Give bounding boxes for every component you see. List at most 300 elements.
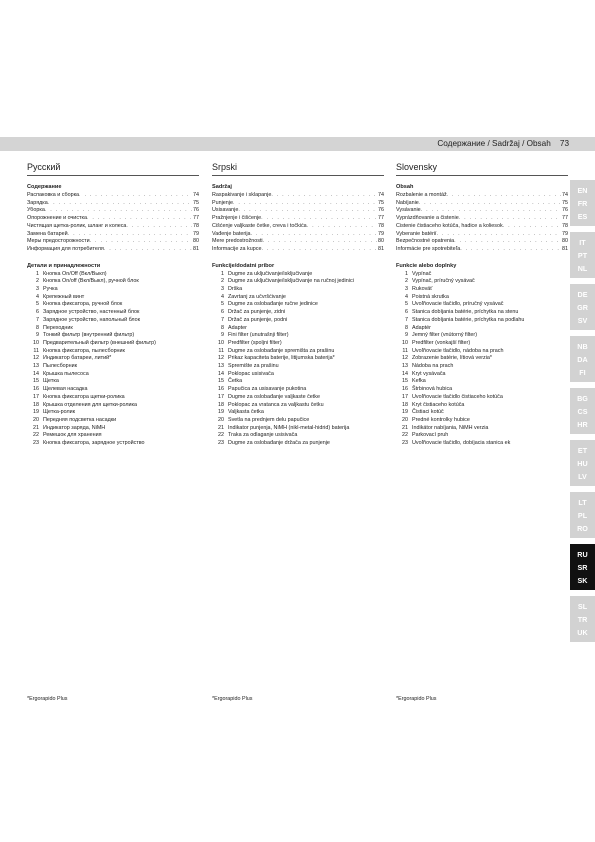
toc-entry-page: 80 xyxy=(193,238,199,245)
list-item xyxy=(27,409,199,417)
part-number: 7 xyxy=(221,316,224,323)
list-item xyxy=(396,440,568,448)
toc-entry-label: Bezpečnostné opatrenia xyxy=(396,238,455,245)
list-item xyxy=(27,286,199,294)
toc-entry-page: 78 xyxy=(562,222,568,229)
toc-entry[interactable] xyxy=(396,207,568,215)
part-number: 14 xyxy=(402,370,408,377)
list-item xyxy=(212,332,384,340)
part-label: Щетка-ролик xyxy=(43,409,76,416)
list-item xyxy=(27,309,199,317)
language-tab[interactable]: EN xyxy=(577,186,588,195)
part-label: Poistná skrutka xyxy=(412,293,449,300)
dot-leader xyxy=(68,231,192,239)
divider xyxy=(212,175,384,176)
parts-title: Funkcie alebo doplnky xyxy=(396,262,457,269)
part-label: Rukoväť xyxy=(412,286,433,293)
part-number: 20 xyxy=(33,416,39,423)
toc-entry-label: Vysávanie xyxy=(396,207,421,214)
part-number: 22 xyxy=(33,432,39,439)
toc-entry-page: 76 xyxy=(378,207,384,214)
part-number: 15 xyxy=(218,378,224,385)
language-tab[interactable]: FR xyxy=(577,199,588,208)
dot-leader xyxy=(421,207,561,215)
dot-leader xyxy=(454,238,561,246)
part-number: 3 xyxy=(221,286,224,293)
part-label: Parkovací pruh xyxy=(412,432,449,439)
toc-entry-label: Vyberanie batérií xyxy=(396,230,437,237)
list-item xyxy=(396,309,568,317)
part-number: 16 xyxy=(33,386,39,393)
dot-leader xyxy=(87,215,192,223)
toc-entry-page: 79 xyxy=(378,230,384,237)
language-tab[interactable]: SV xyxy=(577,316,588,325)
toc-entry-page: 79 xyxy=(193,230,199,237)
part-number: 7 xyxy=(36,316,39,323)
part-label: Kryt vysávača xyxy=(412,370,446,377)
dot-leader xyxy=(48,200,192,208)
part-label: Ручка xyxy=(43,286,58,293)
dot-leader xyxy=(126,223,192,231)
language-title: Srpski xyxy=(212,162,238,172)
toc-entry-page: 77 xyxy=(378,215,384,222)
part-number: 5 xyxy=(36,301,39,308)
language-tab-group[interactable] xyxy=(570,336,595,382)
toc-entry-page: 76 xyxy=(193,207,199,214)
part-number: 23 xyxy=(402,440,408,447)
language-tab[interactable]: GR xyxy=(577,303,588,312)
list-item xyxy=(396,294,568,302)
toc-entry-label: Informacije za kupce xyxy=(212,245,262,252)
toc-entry[interactable] xyxy=(212,246,384,254)
toc-entry-label: Vyprázdňovanie a čistenie xyxy=(396,215,459,222)
header-title: Содержание / Sadržaj / Obsah xyxy=(437,139,551,148)
list-item xyxy=(27,278,199,286)
language-tab[interactable]: LT xyxy=(578,498,587,507)
list-item xyxy=(27,425,199,433)
toc-entry[interactable] xyxy=(27,207,199,215)
language-tab-group[interactable] xyxy=(570,440,595,486)
list-item xyxy=(27,371,199,379)
part-label: Čistiaci kotúč xyxy=(412,409,444,416)
part-number: 21 xyxy=(402,424,408,431)
language-tab[interactable]: UK xyxy=(577,628,588,637)
divider xyxy=(27,175,199,176)
list-item xyxy=(27,417,199,425)
language-tab[interactable]: FI xyxy=(579,368,586,377)
part-label: Щелевая насадка xyxy=(43,386,88,393)
part-label: Poklopac usisivača xyxy=(228,370,274,377)
part-number: 10 xyxy=(218,339,224,346)
part-label: Uvoľňovacie tlačidlo čistiaceho kotúča xyxy=(412,393,503,400)
part-number: 1 xyxy=(36,270,39,277)
list-item xyxy=(396,432,568,440)
part-label: Kefka xyxy=(412,378,426,385)
parts-list xyxy=(27,271,199,448)
part-label: Предварительный фильтр (внешний фильтр) xyxy=(43,339,156,346)
list-item xyxy=(396,348,568,356)
language-tab[interactable]: SR xyxy=(577,563,588,572)
toc-entry-label: Usisavanje xyxy=(212,207,239,214)
list-item xyxy=(27,355,199,363)
part-label: Držač za punjenje, podni xyxy=(228,316,288,323)
language-tab[interactable]: IT xyxy=(579,238,586,247)
list-item xyxy=(27,402,199,410)
toc-entry[interactable] xyxy=(212,231,384,239)
list-item xyxy=(396,271,568,279)
dot-leader xyxy=(238,207,377,215)
toc-entry[interactable] xyxy=(27,231,199,239)
table-of-contents xyxy=(27,192,199,254)
list-item xyxy=(212,286,384,294)
list-item xyxy=(396,332,568,340)
list-item xyxy=(212,425,384,433)
part-label: Predné kontrolky hubice xyxy=(412,416,470,423)
toc-entry-page: 75 xyxy=(562,199,568,206)
list-item xyxy=(27,301,199,309)
toc-entry[interactable] xyxy=(212,238,384,246)
part-number: 18 xyxy=(402,401,408,408)
part-number: 9 xyxy=(221,332,224,339)
page-header xyxy=(437,138,569,150)
part-number: 18 xyxy=(33,401,39,408)
part-label: Spremište za prašinu xyxy=(228,363,279,370)
list-item xyxy=(396,286,568,294)
list-item xyxy=(27,332,199,340)
toc-entry[interactable] xyxy=(212,215,384,223)
part-number: 6 xyxy=(36,309,39,316)
part-label: Uvoľňovacie tlačidlo, dobíjacia stanica ek xyxy=(412,440,511,447)
part-label: Dugme za oslobađanje valjkaste četke xyxy=(228,393,320,400)
part-label: Svetla na prednjem delu papučice xyxy=(228,416,310,423)
dot-leader xyxy=(261,215,377,223)
part-label: Пылесборник xyxy=(43,363,78,370)
list-item xyxy=(212,317,384,325)
list-item xyxy=(396,409,568,417)
toc-entry-label: Rozbalenie a montáž xyxy=(396,192,447,198)
list-item xyxy=(212,309,384,317)
list-item xyxy=(396,394,568,402)
part-label: Fini filter (unutrašnji filter) xyxy=(228,332,289,339)
toc-entry-page: 74 xyxy=(378,192,384,198)
list-item xyxy=(396,363,568,371)
part-number: 2 xyxy=(36,278,39,285)
part-label: Valjkasta četka xyxy=(228,409,264,416)
dot-leader xyxy=(460,246,561,254)
list-item xyxy=(212,271,384,279)
dot-leader xyxy=(263,238,377,246)
language-tab-group[interactable] xyxy=(570,492,595,538)
toc-entry[interactable] xyxy=(396,246,568,254)
part-label: Зарядное устройство, напольный блок xyxy=(43,316,140,323)
part-label: Dugme za uključivanje/isključivanje na ručnoj jedinici xyxy=(228,278,354,285)
language-tab[interactable]: TR xyxy=(577,615,588,624)
toc-title: Obsah xyxy=(396,184,414,190)
language-tab-group[interactable] xyxy=(570,544,595,590)
footnote: *Ergorapido Plus xyxy=(396,696,437,702)
toc-entry-label: Чистящая щетка-ролик, шланг и колеса xyxy=(27,222,127,229)
dot-leader xyxy=(437,231,561,239)
part-label: Držač za punjenje, zidni xyxy=(228,309,286,316)
part-label: Jemný filter (vnútorný filter) xyxy=(412,332,478,339)
part-number: 4 xyxy=(221,293,224,300)
toc-entry-page: 77 xyxy=(193,215,199,222)
part-label: Кнопка фиксатора, зарядное устройство xyxy=(43,440,145,447)
toc-entry[interactable] xyxy=(27,200,199,208)
language-tab[interactable]: PL xyxy=(577,511,588,520)
part-number: 13 xyxy=(33,363,39,370)
footnote: *Ergorapido Plus xyxy=(27,696,68,702)
toc-entry[interactable] xyxy=(396,215,568,223)
part-label: Кнопка On/off (Вкл/Выкл), ручной блок xyxy=(43,278,139,285)
toc-entry[interactable] xyxy=(212,192,384,200)
list-item xyxy=(212,386,384,394)
dot-leader xyxy=(233,200,377,208)
language-tabs xyxy=(570,180,595,648)
language-tab[interactable]: SL xyxy=(577,602,588,611)
dot-leader xyxy=(261,246,377,254)
part-number: 14 xyxy=(218,370,224,377)
toc-entry-page: 79 xyxy=(562,230,568,237)
parts-title: Детали и принадлежности xyxy=(27,262,101,269)
list-item xyxy=(212,394,384,402)
language-tab[interactable]: LV xyxy=(578,472,587,481)
toc-entry-page: 75 xyxy=(378,199,384,206)
language-tab[interactable]: DA xyxy=(577,355,588,364)
language-tab[interactable]: PT xyxy=(577,251,588,260)
part-number: 21 xyxy=(33,424,39,431)
part-label: Переходник xyxy=(43,324,73,331)
part-label: Dugme za oslobađanje držača za punjenje xyxy=(228,440,330,447)
toc-entry[interactable] xyxy=(396,192,568,200)
dot-leader xyxy=(307,223,377,231)
part-number: 8 xyxy=(405,324,408,331)
toc-entry[interactable] xyxy=(212,207,384,215)
list-item xyxy=(212,440,384,448)
part-number: 9 xyxy=(405,332,408,339)
part-number: 12 xyxy=(33,355,39,362)
toc-entry-label: Čišćenje valjkaste četke, creva i točkića xyxy=(212,222,307,229)
language-tab[interactable]: DE xyxy=(577,290,588,299)
list-item xyxy=(212,432,384,440)
part-label: Poklopac za vratanca za valjkastu četku xyxy=(228,401,324,408)
language-column xyxy=(212,162,384,448)
dot-leader xyxy=(503,223,561,231)
part-number: 20 xyxy=(218,416,224,423)
part-label: Nádoba na prach xyxy=(412,363,454,370)
language-tab-group[interactable] xyxy=(570,388,595,434)
language-tab[interactable]: BG xyxy=(577,394,588,403)
part-label: Zobrazenie batérie, lítiová verzia* xyxy=(412,355,493,362)
part-label: Щетка xyxy=(43,378,59,385)
toc-entry-page: 78 xyxy=(193,222,199,229)
part-label: Stanica dobíjania batérie, príchytka na stenu xyxy=(412,309,519,316)
toc-entry-label: Nabíjanie xyxy=(396,199,419,206)
language-tab[interactable]: RO xyxy=(577,524,588,533)
list-item xyxy=(212,340,384,348)
part-number: 3 xyxy=(405,286,408,293)
toc-entry[interactable] xyxy=(396,223,568,231)
language-tab[interactable]: ET xyxy=(577,446,588,455)
part-number: 19 xyxy=(33,409,39,416)
toc-entry[interactable] xyxy=(212,200,384,208)
toc-entry[interactable] xyxy=(27,215,199,223)
part-label: Predfilter (spoljni filter) xyxy=(228,339,282,346)
parts-list xyxy=(212,271,384,448)
part-label: Передняя подсветка насадки xyxy=(43,416,117,423)
part-number: 2 xyxy=(405,278,408,285)
footnote: *Ergorapido Plus xyxy=(212,696,253,702)
toc-entry-label: Информация для потребителя xyxy=(27,245,104,252)
toc-entry-page: 75 xyxy=(193,199,199,206)
toc-entry-label: Замена батарей xyxy=(27,230,68,237)
list-item xyxy=(396,325,568,333)
language-tab-group[interactable] xyxy=(570,284,595,330)
part-label: Uvoľňovacie tlačidlo, nádoba na prach xyxy=(412,347,504,354)
language-tab[interactable]: CS xyxy=(577,407,588,416)
dot-leader xyxy=(79,192,192,200)
part-number: 12 xyxy=(218,355,224,362)
part-label: Индикатор батареи, литий* xyxy=(43,355,112,362)
toc-entry-page: 80 xyxy=(562,238,568,245)
part-number: 23 xyxy=(218,440,224,447)
list-item xyxy=(396,355,568,363)
part-label: Kryt čistiaceho kotúča xyxy=(412,401,465,408)
part-label: Dugme za oslobađanje spremišta za prašinu xyxy=(228,347,335,354)
part-label: Prikaz kapaciteta baterije, litijumska baterija* xyxy=(228,355,335,362)
list-item xyxy=(27,432,199,440)
part-number: 17 xyxy=(33,393,39,400)
part-number: 7 xyxy=(405,316,408,323)
toc-title: Содержание xyxy=(27,184,62,190)
toc-entry[interactable] xyxy=(212,223,384,231)
part-label: Papučica za usisavanje pukotina xyxy=(228,386,307,393)
part-number: 8 xyxy=(221,324,224,331)
toc-entry[interactable] xyxy=(27,192,199,200)
part-number: 4 xyxy=(405,293,408,300)
list-item xyxy=(396,371,568,379)
language-tab[interactable]: NB xyxy=(577,342,588,351)
list-item xyxy=(396,386,568,394)
language-column xyxy=(396,162,568,448)
part-number: 11 xyxy=(33,347,39,354)
part-number: 2 xyxy=(221,278,224,285)
toc-entry-label: Mere predostrožnosti xyxy=(212,238,263,245)
part-label: Uvoľňovacie tlačidlo, príručný vysávač xyxy=(412,301,504,308)
toc-entry[interactable] xyxy=(396,200,568,208)
language-tab[interactable]: SK xyxy=(577,576,588,585)
list-item xyxy=(212,417,384,425)
toc-entry-page: 78 xyxy=(378,222,384,229)
part-label: Četka xyxy=(228,378,243,385)
language-tab-group[interactable] xyxy=(570,232,595,278)
part-number: 13 xyxy=(402,363,408,370)
toc-entry-label: Меры предосторожности xyxy=(27,238,90,245)
toc-entry[interactable] xyxy=(27,246,199,254)
language-tab-group[interactable] xyxy=(570,180,595,226)
part-label: Dugme za oslobađanje ručne jedinice xyxy=(228,301,318,308)
toc-entry-label: Čistenie čistiaceho kotúča, hadice a koliesok xyxy=(396,222,503,229)
toc-entry[interactable] xyxy=(27,223,199,231)
part-label: Индикатор заряда, NiMH xyxy=(43,424,106,431)
language-tab[interactable]: ES xyxy=(577,212,588,221)
part-label: Кнопка фиксатора, пылесборник xyxy=(43,347,125,354)
toc-entry[interactable] xyxy=(396,231,568,239)
toc-entry-label: Punjenje xyxy=(212,199,233,206)
part-number: 4 xyxy=(36,293,39,300)
toc-entry-label: Распаковка и сборка xyxy=(27,192,80,198)
part-label: Vypínač, príručný vysávač xyxy=(412,278,475,285)
list-item xyxy=(212,402,384,410)
part-number: 23 xyxy=(33,440,39,447)
part-label: Кнопка фиксатора щетки-ролика xyxy=(43,393,125,400)
list-item xyxy=(27,394,199,402)
toc-entry-page: 76 xyxy=(562,207,568,214)
toc-entry[interactable] xyxy=(27,238,199,246)
parts-title: Funkcije/dodatni pribor xyxy=(212,262,275,269)
toc-title: Sadržaj xyxy=(212,184,232,190)
part-number: 19 xyxy=(218,409,224,416)
list-item xyxy=(27,317,199,325)
part-label: Adaptér xyxy=(412,324,431,331)
part-number: 15 xyxy=(33,378,39,385)
language-tab[interactable]: HR xyxy=(577,420,588,429)
toc-entry-label: Зарядка xyxy=(27,199,48,206)
part-number: 16 xyxy=(402,386,408,393)
toc-entry-page: 74 xyxy=(193,192,199,198)
part-number: 10 xyxy=(33,339,39,346)
toc-entry-page: 77 xyxy=(562,215,568,222)
list-item xyxy=(27,340,199,348)
toc-entry-label: Опорожнение и очистка xyxy=(27,215,87,222)
part-number: 17 xyxy=(402,393,408,400)
table-of-contents xyxy=(396,192,568,254)
list-item xyxy=(212,348,384,356)
toc-entry-label: Vađenje baterija xyxy=(212,230,251,237)
toc-entry-page: 81 xyxy=(193,245,199,252)
part-label: Stanica dobíjania batérie, príchytka na podlahu xyxy=(412,316,525,323)
part-number: 1 xyxy=(405,270,408,277)
page-number: 73 xyxy=(559,139,569,148)
dot-leader xyxy=(419,200,561,208)
language-tab[interactable]: HU xyxy=(577,459,588,468)
list-item xyxy=(396,317,568,325)
part-number: 3 xyxy=(36,286,39,293)
part-label: Кнопка фиксатора, ручной блок xyxy=(43,301,123,308)
language-title: Slovensky xyxy=(396,162,438,172)
toc-entry-page: 74 xyxy=(562,192,568,198)
language-column xyxy=(27,162,199,448)
part-number: 6 xyxy=(221,309,224,316)
part-label: Крепежный винт xyxy=(43,293,85,300)
dot-leader xyxy=(90,238,192,246)
toc-entry-label: Уборка xyxy=(27,207,45,214)
part-label: Зарядное устройство, настенный блок xyxy=(43,309,140,316)
toc-entry[interactable] xyxy=(396,238,568,246)
part-label: Крышка пылесоса xyxy=(43,370,89,377)
language-tab[interactable]: RU xyxy=(577,550,588,559)
part-label: Тонкий фильтр (внутренний фильтр) xyxy=(43,332,135,339)
language-tab-group[interactable] xyxy=(570,596,595,642)
list-item xyxy=(396,425,568,433)
toc-entry-page: 81 xyxy=(378,245,384,252)
language-tab[interactable]: NL xyxy=(577,264,588,273)
list-item xyxy=(212,278,384,286)
part-label: Indikator punjenja, NiMH (nikl-metal-hidrid) baterija xyxy=(228,424,350,431)
divider xyxy=(396,175,568,176)
part-number: 13 xyxy=(218,363,224,370)
part-number: 9 xyxy=(36,332,39,339)
